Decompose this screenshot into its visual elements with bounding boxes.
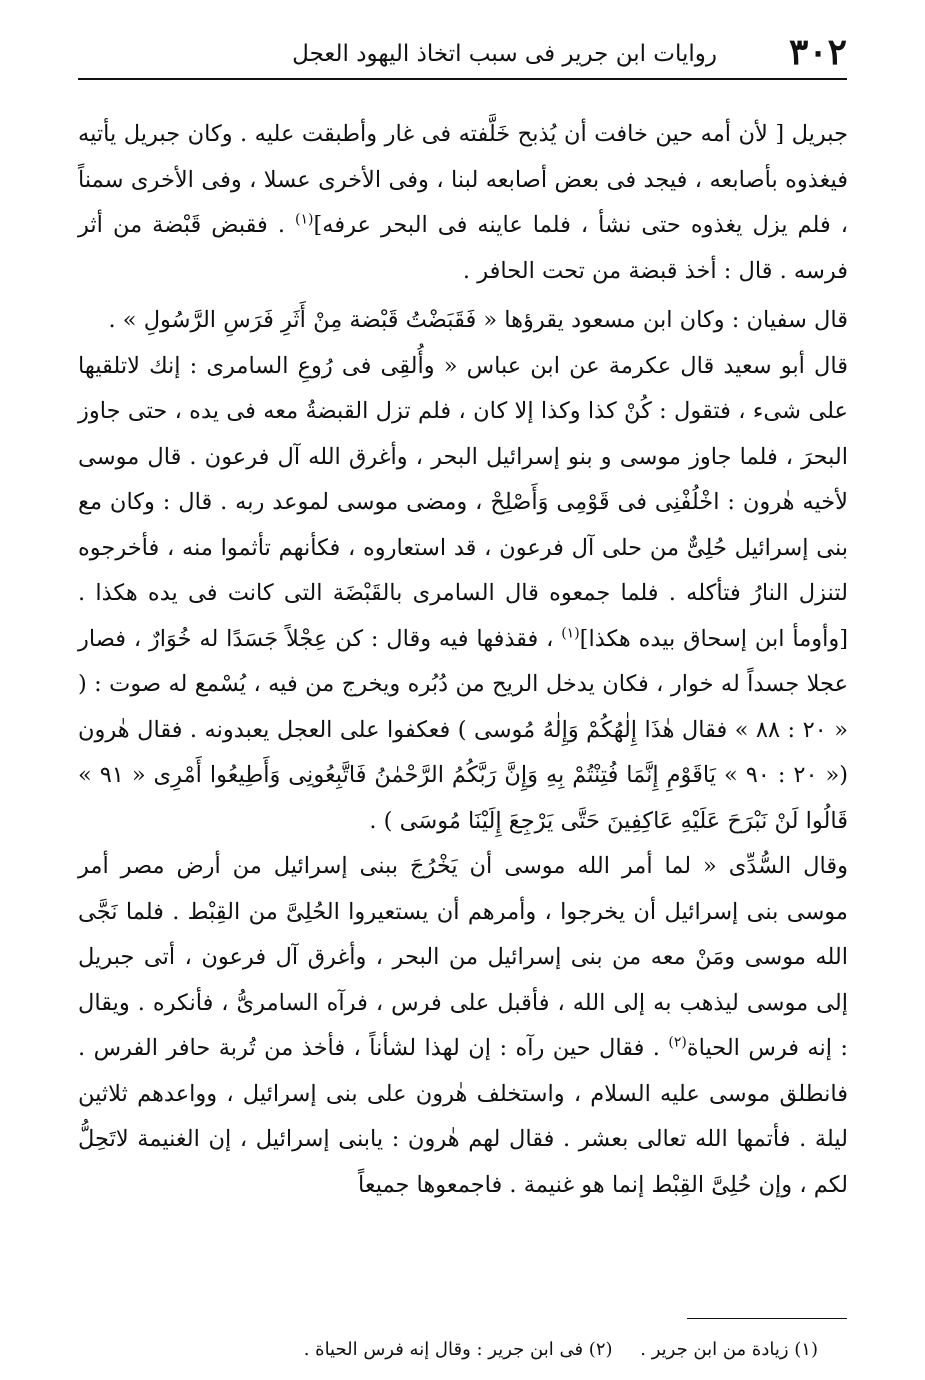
footnote-1: (١) زيادة من ابن جرير . [640, 1339, 818, 1360]
paragraph-1 [78, 112, 848, 294]
page-number: ٣٠٢ [788, 31, 847, 73]
paragraph-3-text-cont: ، فقذفها فيه وقال : كن عِجْلاً جَسَدًا له خُوَارٌ ، فصار عجلا جسداً له خوار ، فكان يدخل الريح من دُبُره ويخرج من فيه ، يُسْمع له صوت : ( « ٢٠ : ٨٨ » فقال هٰذَا إِلٰهُكُمْ وَإِلٰهُ مُوسى ) فعكفوا على العجل يعبدونه . فقال هٰرون (« ٢٠ : ٩٠ » يَاقَوْمِ إِنَّمَا فُتِنْتُمْ بِهِ وَإِنَّ رَبَّكُمُ الرَّحْمٰنُ فَاتَّبِعُونِى وَأَطِيعُوا أَمْرِى « ٩١ » قَالُوا لَنْ نَبْرَحَ عَلَيْهِ عَاكِفِينَ حَتَّى يَرْجِعَ إِلَيْنَا مُوسَى ) . [78, 625, 849, 834]
footnotes [78, 1336, 818, 1364]
footnote-2: (٢) فى ابن جرير : وقال إنه فرس الحياة . [303, 1339, 613, 1360]
paragraph-4-text: وقال السُّدِّى « لما أمر الله موسى أن يَخْرُجَ ببنى إسرائيل من أرض مصر أمر موسى بنى إسرائيل أن يخرجوا ، وأمرهم أن يستعيروا الحُلِىَّ من القِبْط . فلما نَجَّى الله موسى ومَنْ معه من بنى إسرائيل من البحر ، وأغرق آل فرعون ، أتى جبريل إلى موسى ليذهب به إلى الله ، فأقبل على فرس ، فرآه السامرىُّ ، فأنكره . ويقال : إنه فرس الحياة [78, 853, 848, 1061]
page-header [78, 22, 847, 74]
running-title: روايات ابن جرير فى سبب اتخاذ اليهود العجل [292, 41, 717, 67]
paragraph-3-text: قال أبو سعيد قال عكرمة عن ابن عباس « وأُلقِى فى رُوعِ السامرى : إنك لاتلقيها على شىء ، فتقول : كُنْ كذا وكذا إلا كان ، فلم تزل القبضةُ معه فى يده ، حتى جاوز البحرَ ، فلما جاوز موسى و بنو إسرائيل البحر ، وأغرق الله آل فرعون . قال موسى لأخيه هٰرون : اخْلُفْنِى فى قَوْمِى وَأَصْلِحْ ، ومضى موسى لموعد ربه . قال : وكان مع بنى إسرائيل حُلِىٌّ من حلى آل فرعون ، قد استعاروه ، فكأنهم تأثموا منه ، فأخرجوه لتنزل النارُ فتأكله . فلما جمعوه قال السامرى بالقَبْضَة التى كانت فى يده هكذا . [وأومأ ابن إسحاق بيده هكذا] [78, 352, 849, 652]
paragraph-2-text: قال سفيان : وكان ابن مسعود يقرؤها « فَقَبَضْتُ قَبْضة مِنْ أَثَرِ فَرَسِ الرَّسُولِ » . [108, 307, 848, 333]
paragraph-1-text: جبريل [ لأن أمه حين خافت أن يُذبح خَلَّفته فى غار وأطبقت عليه . وكان جبريل يأتيه فيغذوه بأصابعه ، فيجد فى بعض أصابعه لبنا ، وفى الأخرى عسلا ، وفى الأخرى سمناً ، فلم يزل يغذوه حتى نشأ ، فلما عاينه فى البحر عرفه] [78, 121, 848, 238]
header-rule [78, 78, 847, 80]
main-text [78, 112, 848, 1208]
footnote-ref-1[interactable]: (١) [295, 211, 314, 228]
paragraph-4-text-cont: . فقال حين رآه : إن لهذا لشأناً ، فأخذ من تُربة حافر الفرس . فانطلق موسى عليه السلام ، واستخلف هٰرون على بنى إسرائيل ، وواعدهم ثلاثين ليلة . فأتمها الله تعالى بعشر . فقال لهم هٰرون : يابنى إسرائيل ، إن الغنيمة لاتَحِلُّ لكم ، وإن حُلِىَّ القِبْط إنما هو غنيمة . فاجمعوها جميعاً [78, 1035, 848, 1198]
paragraph-3 [78, 344, 848, 845]
footnote-ref-1b[interactable]: (١) [561, 625, 580, 641]
paragraph-2 [78, 298, 848, 344]
paragraph-1-text-cont: . فقبض قَبْضة من أثر فرسه . قال : أخذ قبضة من تحت الحافر . [78, 212, 848, 284]
footnote-rule [687, 1318, 847, 1319]
footnote-ref-2[interactable]: (٢) [668, 1034, 687, 1051]
paragraph-4 [78, 844, 848, 1208]
